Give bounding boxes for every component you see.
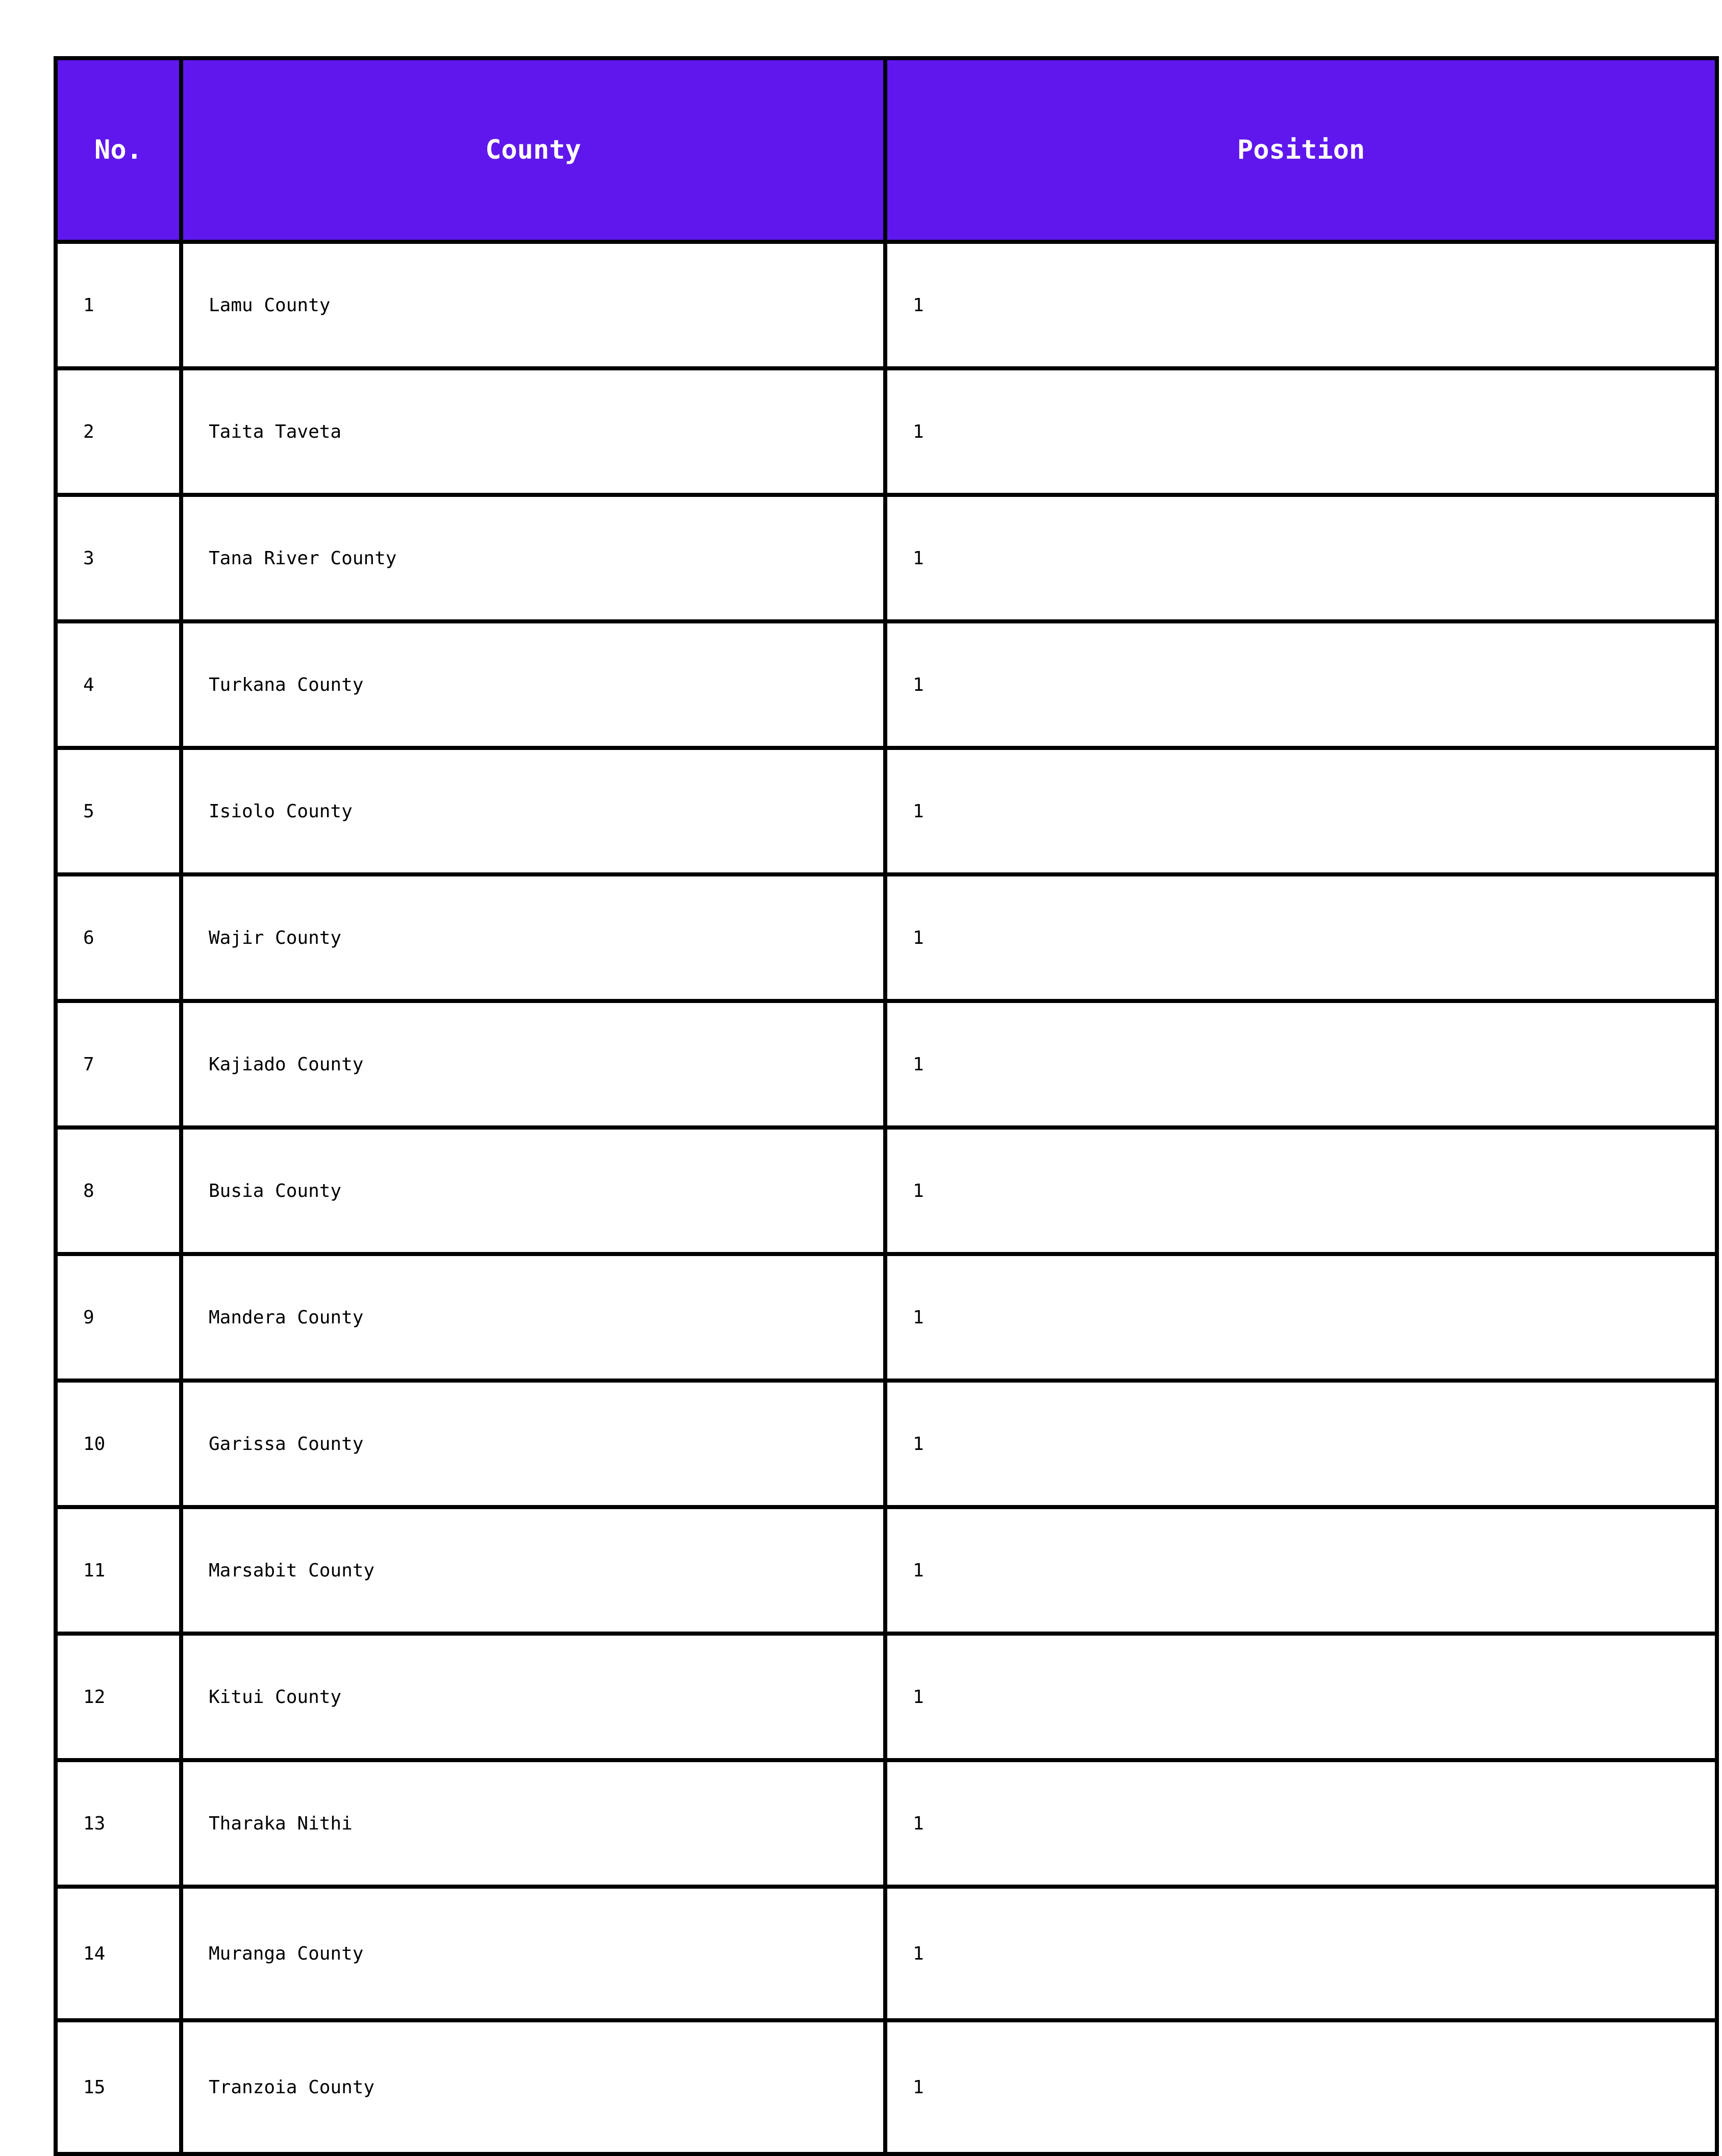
table-body: [56, 242, 1717, 2154]
cell-county: Tranzoia County: [181, 2020, 885, 2154]
table-row: [56, 242, 1717, 368]
cell-county: Lamu County: [181, 242, 885, 368]
cell-position: 1: [885, 242, 1717, 368]
table-row: [56, 1760, 1717, 1887]
cell-county: Isiolo County: [181, 748, 885, 874]
cell-county: Kitui County: [181, 1634, 885, 1760]
table-row: [56, 1634, 1717, 1760]
cell-county: Tharaka Nithi: [181, 1760, 885, 1887]
cell-county: Garissa County: [181, 1381, 885, 1507]
cell-county: Wajir County: [181, 874, 885, 1001]
cell-county: Turkana County: [181, 621, 885, 748]
table-row: [56, 1507, 1717, 1634]
table-row: [56, 621, 1717, 748]
cell-county: Taita Taveta: [181, 368, 885, 495]
cell-position: 1: [885, 874, 1717, 1001]
cell-county: Marsabit County: [181, 1507, 885, 1634]
cell-no: 9: [56, 1254, 181, 1381]
cell-no: 7: [56, 1001, 181, 1127]
table-row: [56, 2020, 1717, 2154]
cell-position: 1: [885, 495, 1717, 621]
cell-no: 10: [56, 1381, 181, 1507]
cell-position: 1: [885, 2020, 1717, 2154]
table-row: [56, 1254, 1717, 1381]
cell-no: 13: [56, 1760, 181, 1887]
cell-no: 5: [56, 748, 181, 874]
cell-position: 1: [885, 1634, 1717, 1760]
cell-position: 1: [885, 1254, 1717, 1381]
header-no: No.: [56, 58, 181, 242]
cell-county: Muranga County: [181, 1887, 885, 2020]
cell-position: 1: [885, 748, 1717, 874]
table-row: [56, 495, 1717, 621]
cell-position: 1: [885, 1507, 1717, 1634]
table-row: [56, 1127, 1717, 1254]
cell-no: 6: [56, 874, 181, 1001]
table-row: [56, 748, 1717, 874]
cell-no: 2: [56, 368, 181, 495]
county-table: [54, 56, 1719, 2156]
cell-county: Kajiado County: [181, 1001, 885, 1127]
cell-position: 1: [885, 621, 1717, 748]
header-county: County: [181, 58, 885, 242]
cell-county: Busia County: [181, 1127, 885, 1254]
cell-position: 1: [885, 1127, 1717, 1254]
cell-county: Mandera County: [181, 1254, 885, 1381]
cell-no: 8: [56, 1127, 181, 1254]
cell-position: 1: [885, 1760, 1717, 1887]
cell-position: 1: [885, 1887, 1717, 2020]
table-header: [56, 58, 1717, 242]
table-row: [56, 1381, 1717, 1507]
county-table-container: [54, 56, 1715, 2156]
table-row: [56, 874, 1717, 1001]
cell-position: 1: [885, 1001, 1717, 1127]
cell-position: 1: [885, 1381, 1717, 1507]
cell-no: 1: [56, 242, 181, 368]
cell-no: 15: [56, 2020, 181, 2154]
cell-no: 11: [56, 1507, 181, 1634]
header-position: Position: [885, 58, 1717, 242]
table-row: [56, 1001, 1717, 1127]
cell-position: 1: [885, 368, 1717, 495]
table-row: [56, 368, 1717, 495]
cell-county: Tana River County: [181, 495, 885, 621]
cell-no: 14: [56, 1887, 181, 2020]
header-row: [56, 58, 1717, 242]
cell-no: 4: [56, 621, 181, 748]
table-row: [56, 1887, 1717, 2020]
cell-no: 3: [56, 495, 181, 621]
cell-no: 12: [56, 1634, 181, 1760]
